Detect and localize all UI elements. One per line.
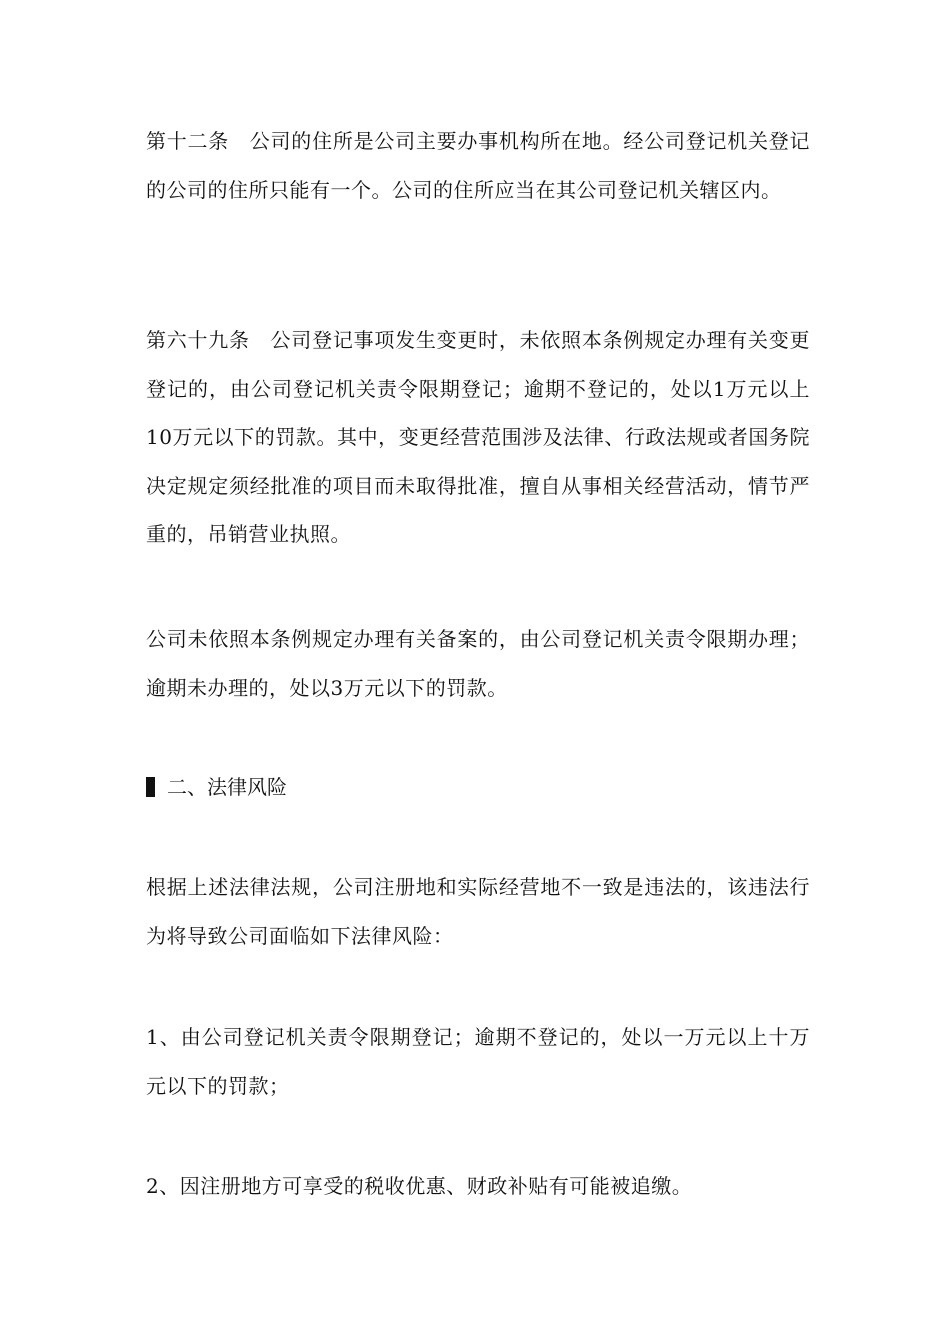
section-heading: [146, 772, 287, 802]
heading-marker-icon: [146, 777, 155, 797]
article-12-paragraph: 第十二条 公司的住所是公司主要办事机构所在地。经公司登记机关登记的公司的住所只能有一个。公司的住所应当在其公司登记机关辖区内。: [146, 129, 810, 202]
risk-intro-paragraph: 根据上述法律法规，公司注册地和实际经营地不一致是违法的，该违法行为将导致公司面临如下法律风险：: [146, 875, 810, 948]
section-heading-text: 二、法律风险: [167, 775, 287, 799]
risk-item-2: 2、因注册地方可享受的税收优惠、财政补贴有可能被追缴。: [146, 1174, 693, 1198]
article-69-paragraph: 第六十九条 公司登记事项发生变更时，未依照本条例规定办理有关变更登记的，由公司登记机关责令限期登记；逾期不登记的，处以1万元以上10万元以下的罚款。其中，变更经营范围涉及法律、行政法规或者国务院决定规定须经批准的项目而未取得批准，擅自从事相关经营活动，情节严重的，吊销营业执照。: [146, 328, 810, 546]
risk-item-1: 1、由公司登记机关责令限期登记；逾期不登记的，处以一万元以上十万元以下的罚款；: [146, 1025, 810, 1098]
filing-penalty-paragraph: 公司未依照本条例规定办理有关备案的，由公司登记机关责令限期办理；逾期未办理的，处以3万元以下的罚款。: [146, 627, 810, 700]
